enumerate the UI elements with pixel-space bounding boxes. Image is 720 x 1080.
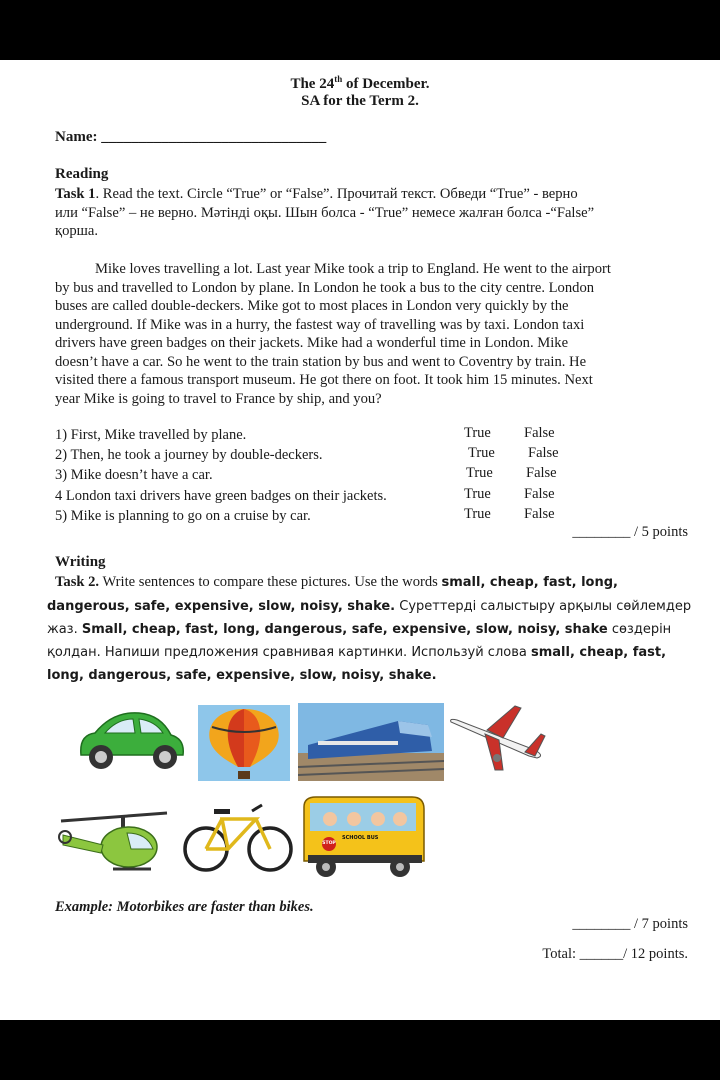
date-heading: The 24th of December. bbox=[290, 74, 430, 92]
airplane-icon bbox=[445, 700, 549, 780]
true-option-q1[interactable]: True bbox=[464, 425, 491, 441]
question-4: 4 London taxi drivers have green badges on their jackets. bbox=[55, 487, 387, 504]
hot-air-balloon-icon bbox=[198, 705, 290, 781]
task2-line-4: қолдан. Напиши предложения сравнивая картинки. Используй слова small, cheap, fast, bbox=[47, 645, 667, 660]
false-option-q4[interactable]: False bbox=[524, 486, 555, 502]
question-5: 5) Mike is planning to go on a cruise by car. bbox=[55, 507, 311, 524]
false-option-q2[interactable]: False bbox=[528, 445, 559, 461]
name-field: Name: ______________________________ bbox=[55, 129, 327, 145]
instruction-line: қорша. bbox=[55, 223, 99, 239]
worksheet-page bbox=[0, 60, 720, 1020]
false-option-q3[interactable]: False bbox=[526, 465, 557, 481]
passage-line: doesn’t have a car. So he went to the train station by bus and went to Coventry by train. He bbox=[55, 353, 587, 370]
task1-instructions bbox=[55, 185, 695, 241]
false-option-q5[interactable]: False bbox=[524, 506, 555, 522]
true-option-q4[interactable]: True bbox=[464, 486, 491, 502]
passage-line: visited there a famous transport museum. He got there on foot. It took him 15 minutes. Next bbox=[55, 372, 593, 388]
instruction-line: или “False” – не верно. Мәтінді оқы. Шын болса - “True” немесе жалған болса -“False” bbox=[55, 204, 595, 221]
passage-line: by bus and travelled to London by plane. In London he took a bus to the city centre. London bbox=[55, 279, 595, 296]
true-option-q3[interactable]: True bbox=[466, 465, 493, 481]
passage-line: Mike loves travelling a lot. Last year Mike took a trip to England. He went to the airport bbox=[95, 261, 611, 277]
reading-passage bbox=[55, 260, 705, 408]
task2-score: ________ / 7 points bbox=[572, 916, 688, 932]
false-option-q1[interactable]: False bbox=[524, 425, 555, 441]
passage-line: buses are called double-deckers. Mike got to most places in London very quickly by the bbox=[55, 298, 569, 314]
question-list bbox=[55, 425, 455, 526]
page-title: SA for the Term 2. bbox=[301, 93, 419, 109]
stop-sign: STOP bbox=[322, 837, 336, 851]
task2-line-1: Task 2. Write sentences to compare these pictures. Use the words small, cheap, fast, long, bbox=[55, 574, 618, 590]
question-3: 3) Mike doesn’t have a car. bbox=[55, 467, 213, 484]
true-option-q2[interactable]: True bbox=[468, 445, 495, 461]
writing-heading: Writing bbox=[55, 554, 106, 570]
bicycle-icon bbox=[182, 795, 294, 875]
passage-line: drivers have green badges on their jackets. Mike had a wonderful time in London. Mike bbox=[55, 335, 569, 351]
car-icon bbox=[73, 707, 188, 773]
reading-heading: Reading bbox=[55, 166, 109, 182]
true-option-q5[interactable]: True bbox=[464, 506, 491, 522]
helicopter-icon bbox=[55, 805, 173, 883]
task2-instructions bbox=[47, 595, 707, 687]
school-bus-icon bbox=[300, 793, 428, 885]
question-2: 2) Then, he took a journey by double-deckers. bbox=[55, 447, 323, 464]
task2-line-3: жаз. Small, cheap, fast, long, dangerous, safe, expensive, slow, noisy, shake сөздерін bbox=[47, 622, 672, 637]
passage-line: underground. If Mike was in a hurry, the fastest way of travelling was by taxi. London taxi bbox=[55, 316, 585, 333]
bus-sign: SCHOOL BUS bbox=[342, 835, 379, 841]
task2-line-5: long, dangerous, safe, expensive, slow, noisy, shake. bbox=[47, 668, 437, 683]
passage-line: year Mike is going to travel to France by ship, and you? bbox=[55, 390, 382, 407]
total-score: Total: ______/ 12 points. bbox=[542, 946, 688, 962]
example-sentence: Example: Motorbikes are faster than bikes. bbox=[55, 899, 314, 915]
instruction-line: Task 1. Read the text. Circle “True” or “False”. Прочитай текст. Обведи “True” - верно bbox=[55, 186, 578, 202]
task1-score: ________ / 5 points bbox=[572, 524, 688, 540]
task2-line-2: dangerous, safe, expensive, slow, noisy, shake. Суреттерді салыстыру арқылы сөйлемдер bbox=[47, 599, 692, 614]
question-1: 1) First, Mike travelled by plane. bbox=[55, 427, 247, 443]
train-icon bbox=[298, 703, 444, 781]
